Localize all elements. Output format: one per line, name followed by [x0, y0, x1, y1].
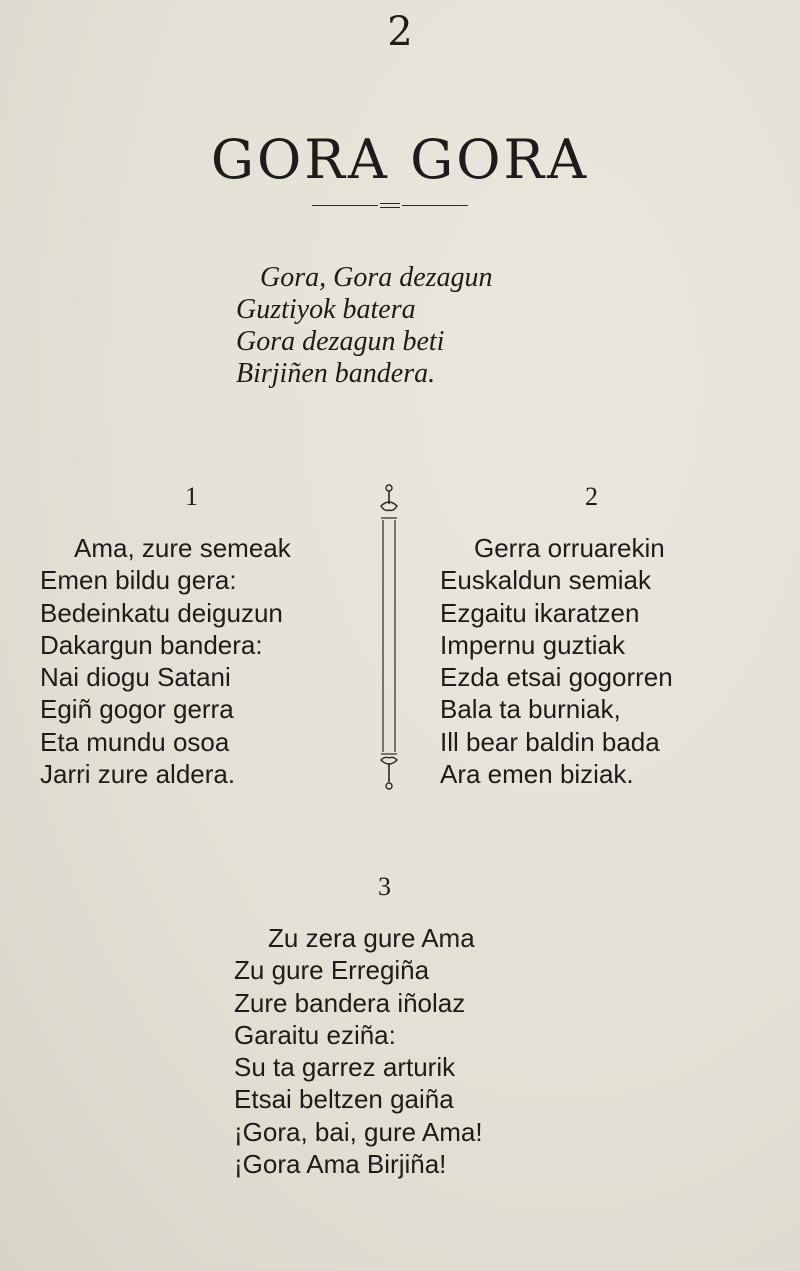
verse-line: Euskaldun semiak [440, 565, 651, 596]
verse-line: Dakargun bandera: [40, 629, 263, 660]
verse-line: Ezda etsai gogorren [440, 662, 673, 693]
verse-line: Jarri zure aldera. [40, 759, 236, 790]
chorus [236, 262, 493, 390]
chorus-line: Birjiñen bandera. [236, 358, 436, 389]
page-number: 2 [387, 9, 413, 55]
verse-line: Ezgaitu ikaratzen [440, 597, 640, 628]
verse-line: Gerra orruarekin [474, 533, 665, 563]
verse-line: Nai diogu Satani [40, 662, 231, 693]
title-ornament-rule [312, 203, 468, 209]
verse-line: ¡Gora Ama Birjiña! [234, 1149, 447, 1180]
verse-2 [440, 532, 673, 790]
verse-line: Egiñ gogor gerra [40, 694, 234, 725]
song-title: GORA GORA [210, 128, 590, 191]
verse-line: Bala ta burniak, [440, 694, 621, 725]
verse-line: Emen bildu gera: [40, 565, 237, 596]
verse-line: Garaitu eziña: [234, 1019, 396, 1050]
verse-line: Zu zera gure Ama [268, 923, 475, 953]
verse-line: Zure bandera iñolaz [234, 987, 466, 1018]
verse-number: 2 [585, 482, 598, 511]
verse-number: 1 [185, 482, 198, 511]
verse-3 [234, 922, 483, 1180]
verse-line: Bedeinkatu deiguzun [40, 597, 283, 628]
chorus-line: Gora dezagun beti [236, 326, 445, 357]
chorus-line: Gora, Gora dezagun [260, 262, 493, 293]
verse-line: Eta mundu osoa [40, 726, 230, 757]
verse-line: Ara emen biziak. [440, 759, 634, 790]
verse-line: ¡Gora, bai, gure Ama! [234, 1116, 483, 1147]
verse-line: Etsai beltzen gaiña [234, 1084, 454, 1115]
verse-line: Zu gure Erregiña [234, 955, 430, 986]
verse-line: Ama, zure semeak [74, 533, 291, 563]
verse-1 [40, 532, 291, 790]
chorus-line: Guztiyok batera [236, 294, 416, 325]
column-divider-ornament [376, 482, 402, 794]
verse-line: Su ta garrez arturik [234, 1052, 456, 1083]
verse-line: Ill bear baldin bada [440, 726, 660, 757]
verse-line: Impernu guztiak [440, 629, 625, 660]
verse-number: 3 [378, 872, 391, 901]
